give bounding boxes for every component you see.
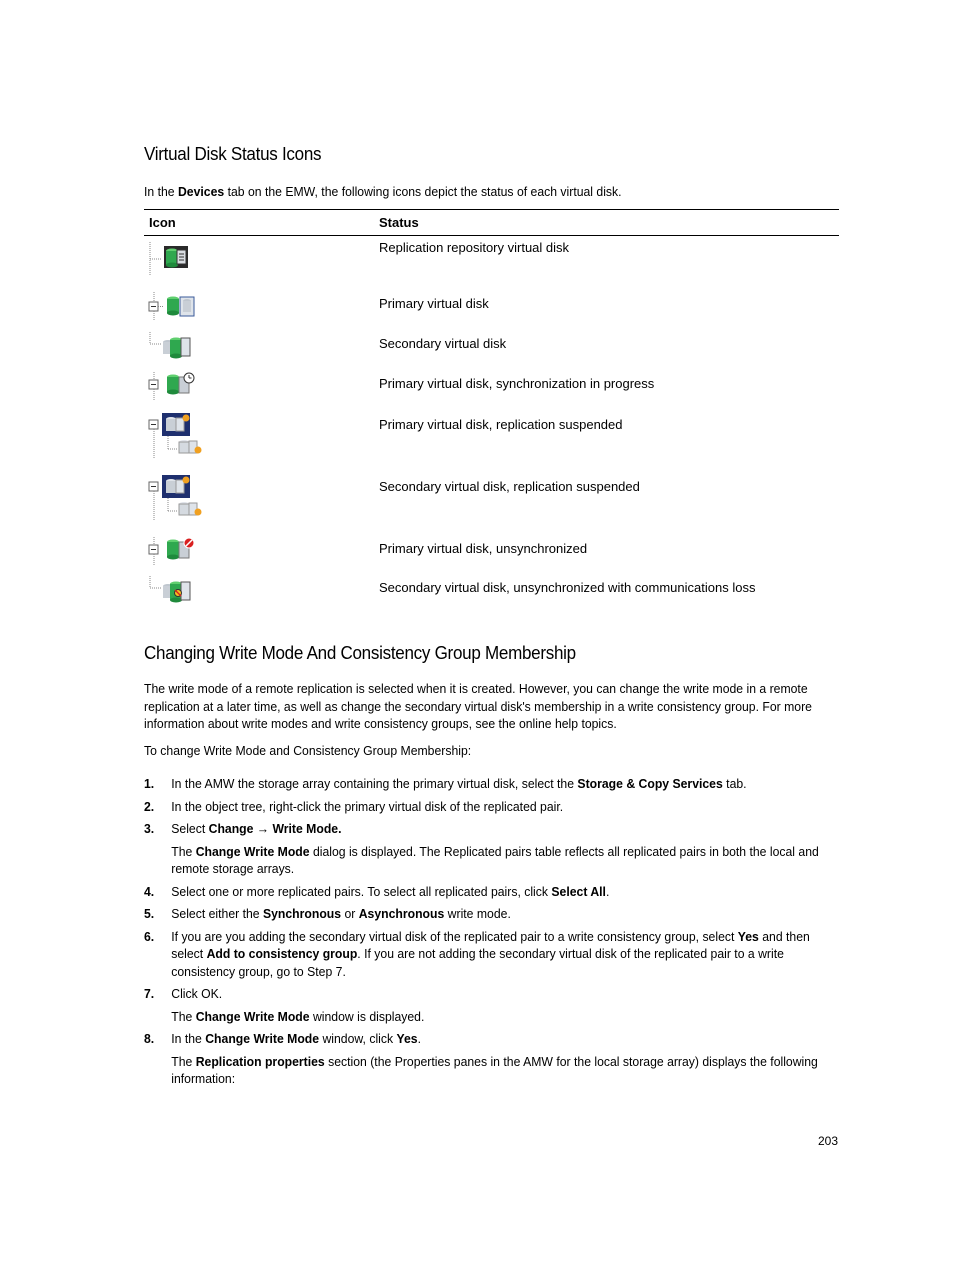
table-row <box>144 576 839 612</box>
paragraph: The write mode of a remote replication is selected when it is created. However, you can change the write mode in a remote replication at a later time, as well as change the secondary virtual disk's membership in a write consistency group. For more information about write modes and write consistency groups, see the online help topics. <box>144 681 812 731</box>
list-item: 8. In the Change Write Mode window, click Yes. The Replication properties section (the Properties panes in the AMW for the local storage array) displays the following information: <box>144 1030 840 1088</box>
status-text: Primary virtual disk, synchronization in progress <box>379 376 655 391</box>
status-text: Primary virtual disk, replication suspended <box>379 417 623 432</box>
table-row <box>144 537 839 576</box>
table-row <box>144 372 839 413</box>
replication-repository-icon <box>144 236 204 284</box>
primary-virtual-disk-icon <box>144 292 204 326</box>
steps-list <box>144 775 839 1088</box>
status-text: Primary virtual disk <box>379 296 489 311</box>
paragraph: To change Write Mode and Consistency Group Membership: <box>144 742 472 758</box>
intro-paragraph: In the Devices tab on the EMW, the following icons depict the status of each virtual disk. <box>144 184 622 199</box>
section-heading: Virtual Disk Status Icons <box>144 143 322 164</box>
list-item: 6. If you are you adding the secondary virtual disk of the replicated pair to a write consistency group, select Yes and then select Add to consistency group. If you are not adding the secondary virtual disk of the replicated pair to a write consistency group, go to Step 7. <box>144 928 810 979</box>
write-mode-intro <box>144 680 839 759</box>
status-text: Secondary virtual disk, unsynchronized with communications loss <box>379 580 756 595</box>
section-heading: Changing Write Mode And Consistency Group Membership <box>144 642 576 663</box>
secondary-virtual-disk-icon <box>144 332 204 362</box>
page-number: 203 <box>818 1134 839 1148</box>
list-item: 1. In the AMW the storage array containing the primary virtual disk, select the Storage & Copy Services tab. <box>144 776 747 791</box>
section-virtual-disk-status-icons <box>144 143 839 165</box>
list-item: 2. In the object tree, right-click the primary virtual disk of the replicated pair. <box>144 798 564 814</box>
table-row <box>144 413 839 475</box>
table-row <box>144 236 839 293</box>
table-row <box>144 475 839 537</box>
status-text: Primary virtual disk, unsynchronized <box>379 541 588 556</box>
icon-status-table <box>144 209 839 612</box>
list-item: 4. Select one or more replicated pairs. To select all replicated pairs, click Select All. <box>144 883 610 899</box>
step-note: The Change Write Mode window is displayed. <box>171 1008 425 1024</box>
table-row <box>144 292 839 332</box>
list-item: 7. Click OK. The Change Write Mode window is displayed. <box>144 985 840 1025</box>
primary-unsynchronized-icon <box>144 537 204 567</box>
status-text: Secondary virtual disk, replication suspended <box>379 479 640 494</box>
secondary-replication-suspended-icon <box>144 475 214 525</box>
secondary-unsynchronized-comm-loss-icon <box>144 576 204 606</box>
status-text: Secondary virtual disk <box>379 336 507 351</box>
step-note: The Change Write Mode dialog is displayed. The Replicated pairs table reflects all replicated pairs in both the local and remote storage arrays. <box>171 843 819 876</box>
list-item: 3. Select Change → Write Mode. The Change Write Mode dialog is displayed. The Replicated pairs table reflects all replicated pairs in both the local and remote storage arrays. <box>144 820 840 878</box>
primary-replication-suspended-icon <box>144 413 214 463</box>
status-text: Replication repository virtual disk <box>379 240 570 255</box>
devices-tab-ref: Devices <box>177 184 225 199</box>
column-header-status: Status <box>379 210 839 236</box>
table-row <box>144 332 839 372</box>
section-changing-write-mode <box>144 642 839 664</box>
primary-sync-in-progress-icon <box>144 372 204 404</box>
column-header-icon: Icon <box>144 210 379 236</box>
table-header-row <box>144 210 839 236</box>
list-item: 5. Select either the Synchronous or Asynchronous write mode. <box>144 906 511 921</box>
step-note: The Replication properties section (the Properties panes in the AMW for the local storage array) displays the following information: <box>171 1053 818 1086</box>
